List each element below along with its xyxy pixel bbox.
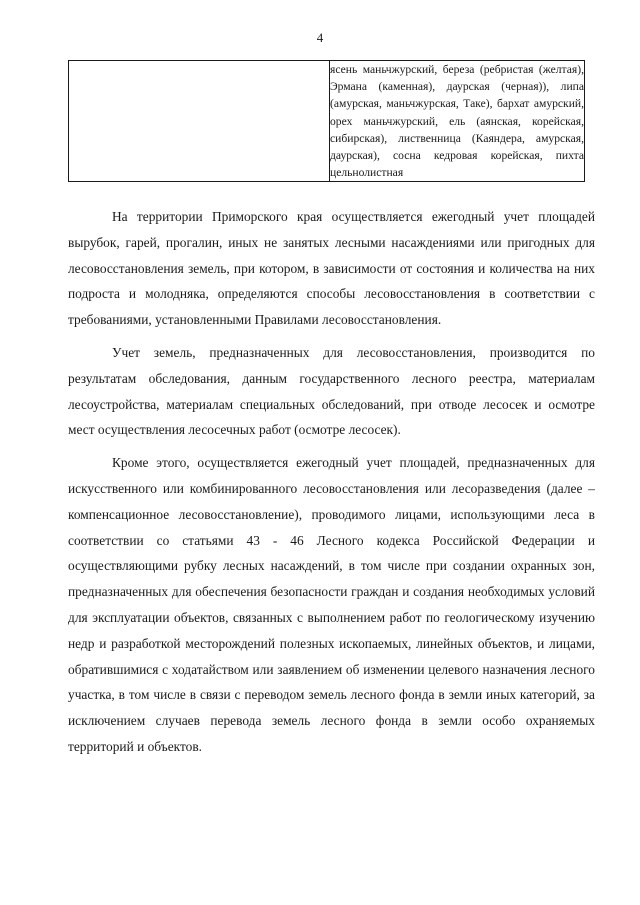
paragraph-compensatory-reforestation: Кроме этого, осуществляется ежегодный учет площадей, предназначенных для искусственного или комбинированного лесовосстановления или лесоразведения (далее – компенсационное лесовосстановление), проводимого лицами, использующими леса в соответствии со статьями 43 - 46 Лесного кодекса Российской Федерации и осуществляющими рубку лесных насаждений, в том числе при создании охранных зон, предназначенных для обеспечения безопасности граждан и создания необходимых условий для эксплуатации объектов, связанных с выполнением работ по геологическому изучению недр и разработкой месторождений полезных ископаемых, линейных объектов, и лицами, обратившимися с ходатайством или заявлением об изменении целевого назначения лесного участка, в том числе в связи с переводом земель лесного фонда в земли иных категорий, за исключением случаев перевода земель лесного фонда в земли особо охраняемых территорий и объектов. xyxy=(68,455,595,754)
paragraph-land-accounting: Учет земель, предназначенных для лесовосстановления, производится по результатам обследования, данным государственного лесного реестра, материалам лесоустройства, материалам специальных обследований, при отводе лесосек и осмотре мест осуществления лесосечных работ (осмотре лесосек). xyxy=(68,344,595,438)
table-cell-left xyxy=(69,61,330,182)
paragraph-annual-accounting: На территории Приморского края осуществляется ежегодный учет площадей вырубок, гарей, прогалин, иных не занятых лесными насаждениями или пригодных для лесовосстановления земель, при котором, в зависимости от состояния и количества на них подроста и молодняка, определяются способы лесовосстановления в соответствии с требованиями, установленными Правилами лесовосстановления. xyxy=(68,209,595,328)
document-body xyxy=(68,204,595,767)
page-number: 4 xyxy=(316,30,324,45)
tree-species-list: ясень маньчжурский, береза (ребристая (желтая), Эрмана (каменная), даурская (черная)), липа (амурская, маньчжурская, Таке), бархат амурский, орех маньчжурский, ель (аянская, корейская, сибирская), лиственница (Каяндера, амурская, даурская), сосна кедровая корейская, пихта цельнолистная xyxy=(330,63,584,180)
continuation-table xyxy=(68,60,585,182)
table-row xyxy=(69,61,585,182)
table-cell-species xyxy=(330,61,585,182)
